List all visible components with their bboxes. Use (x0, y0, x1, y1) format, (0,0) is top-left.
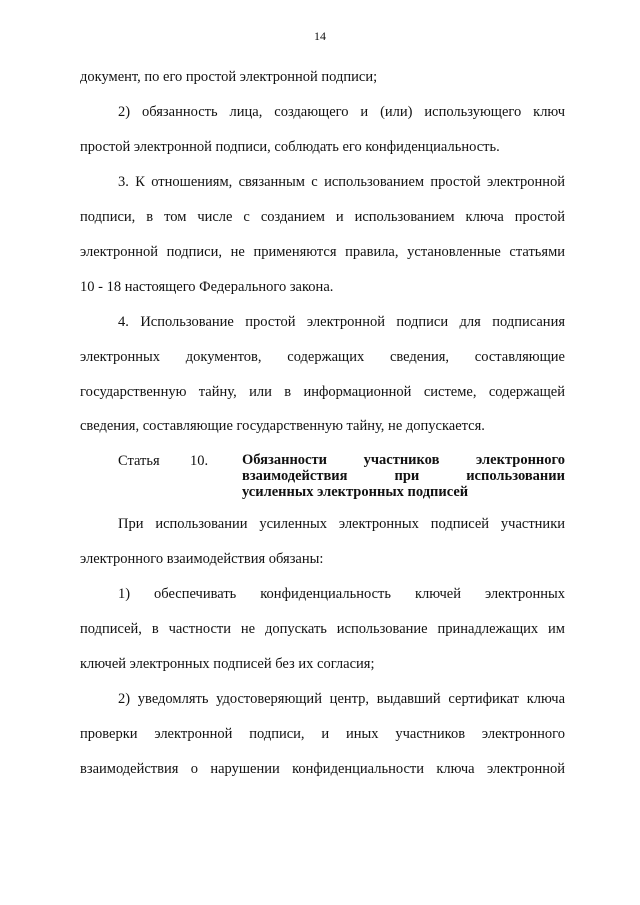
paragraph-line: подписи, в том числе с созданием и использованием ключа простой (80, 209, 565, 225)
paragraph-line: документ, по его простой электронной подписи; (80, 69, 378, 85)
paragraph-line: При использовании усиленных электронных подписей участники (118, 516, 565, 532)
paragraph-line: 2) обязанность лица, создающего и (или) использующего ключ (118, 104, 565, 120)
paragraph-line: подписей, в частности не допускать использование принадлежащих им (80, 621, 565, 637)
paragraph-line: ключей электронных подписей без их согласия; (80, 656, 375, 672)
paragraph-line: 2) уведомлять удостоверяющий центр, выдавший сертификат ключа (118, 691, 565, 707)
paragraph-line: 1) обеспечивать конфиденциальность ключей электронных (118, 586, 565, 602)
article-title-line: усиленных электронных подписей (242, 484, 469, 500)
article-title-line: взаимодействия при использовании (242, 468, 565, 484)
paragraph-line: электронных документов, содержащих сведения, составляющие (80, 349, 565, 365)
article-title (242, 452, 565, 500)
article-label: Статья (118, 453, 160, 469)
paragraph-line: электронного взаимодействия обязаны: (80, 551, 324, 567)
paragraph-line: проверки электронной подписи, и иных участников электронного (80, 726, 565, 742)
article-title-line: Обязанности участников электронного (242, 452, 565, 468)
paragraph-line: 3. К отношениям, связанным с использованием простой электронной (118, 174, 565, 190)
page-number: 14 (314, 29, 326, 43)
article-number: 10. (190, 453, 209, 469)
paragraph-line: взаимодействия о нарушении конфиденциальности ключа электронной (80, 761, 565, 777)
paragraph-line: государственную тайну, или в информационной системе, содержащей (80, 384, 565, 400)
paragraph-line: электронной подписи, не применяются правила, установленные статьями (80, 244, 565, 260)
paragraph-line: 10 - 18 настоящего Федерального закона. (80, 279, 334, 295)
paragraph-line: простой электронной подписи, соблюдать его конфиденциальность. (80, 139, 500, 155)
paragraph-line: сведения, составляющие государственную тайну, не допускается. (80, 418, 485, 434)
paragraph-line: 4. Использование простой электронной подписи для подписания (118, 314, 565, 330)
